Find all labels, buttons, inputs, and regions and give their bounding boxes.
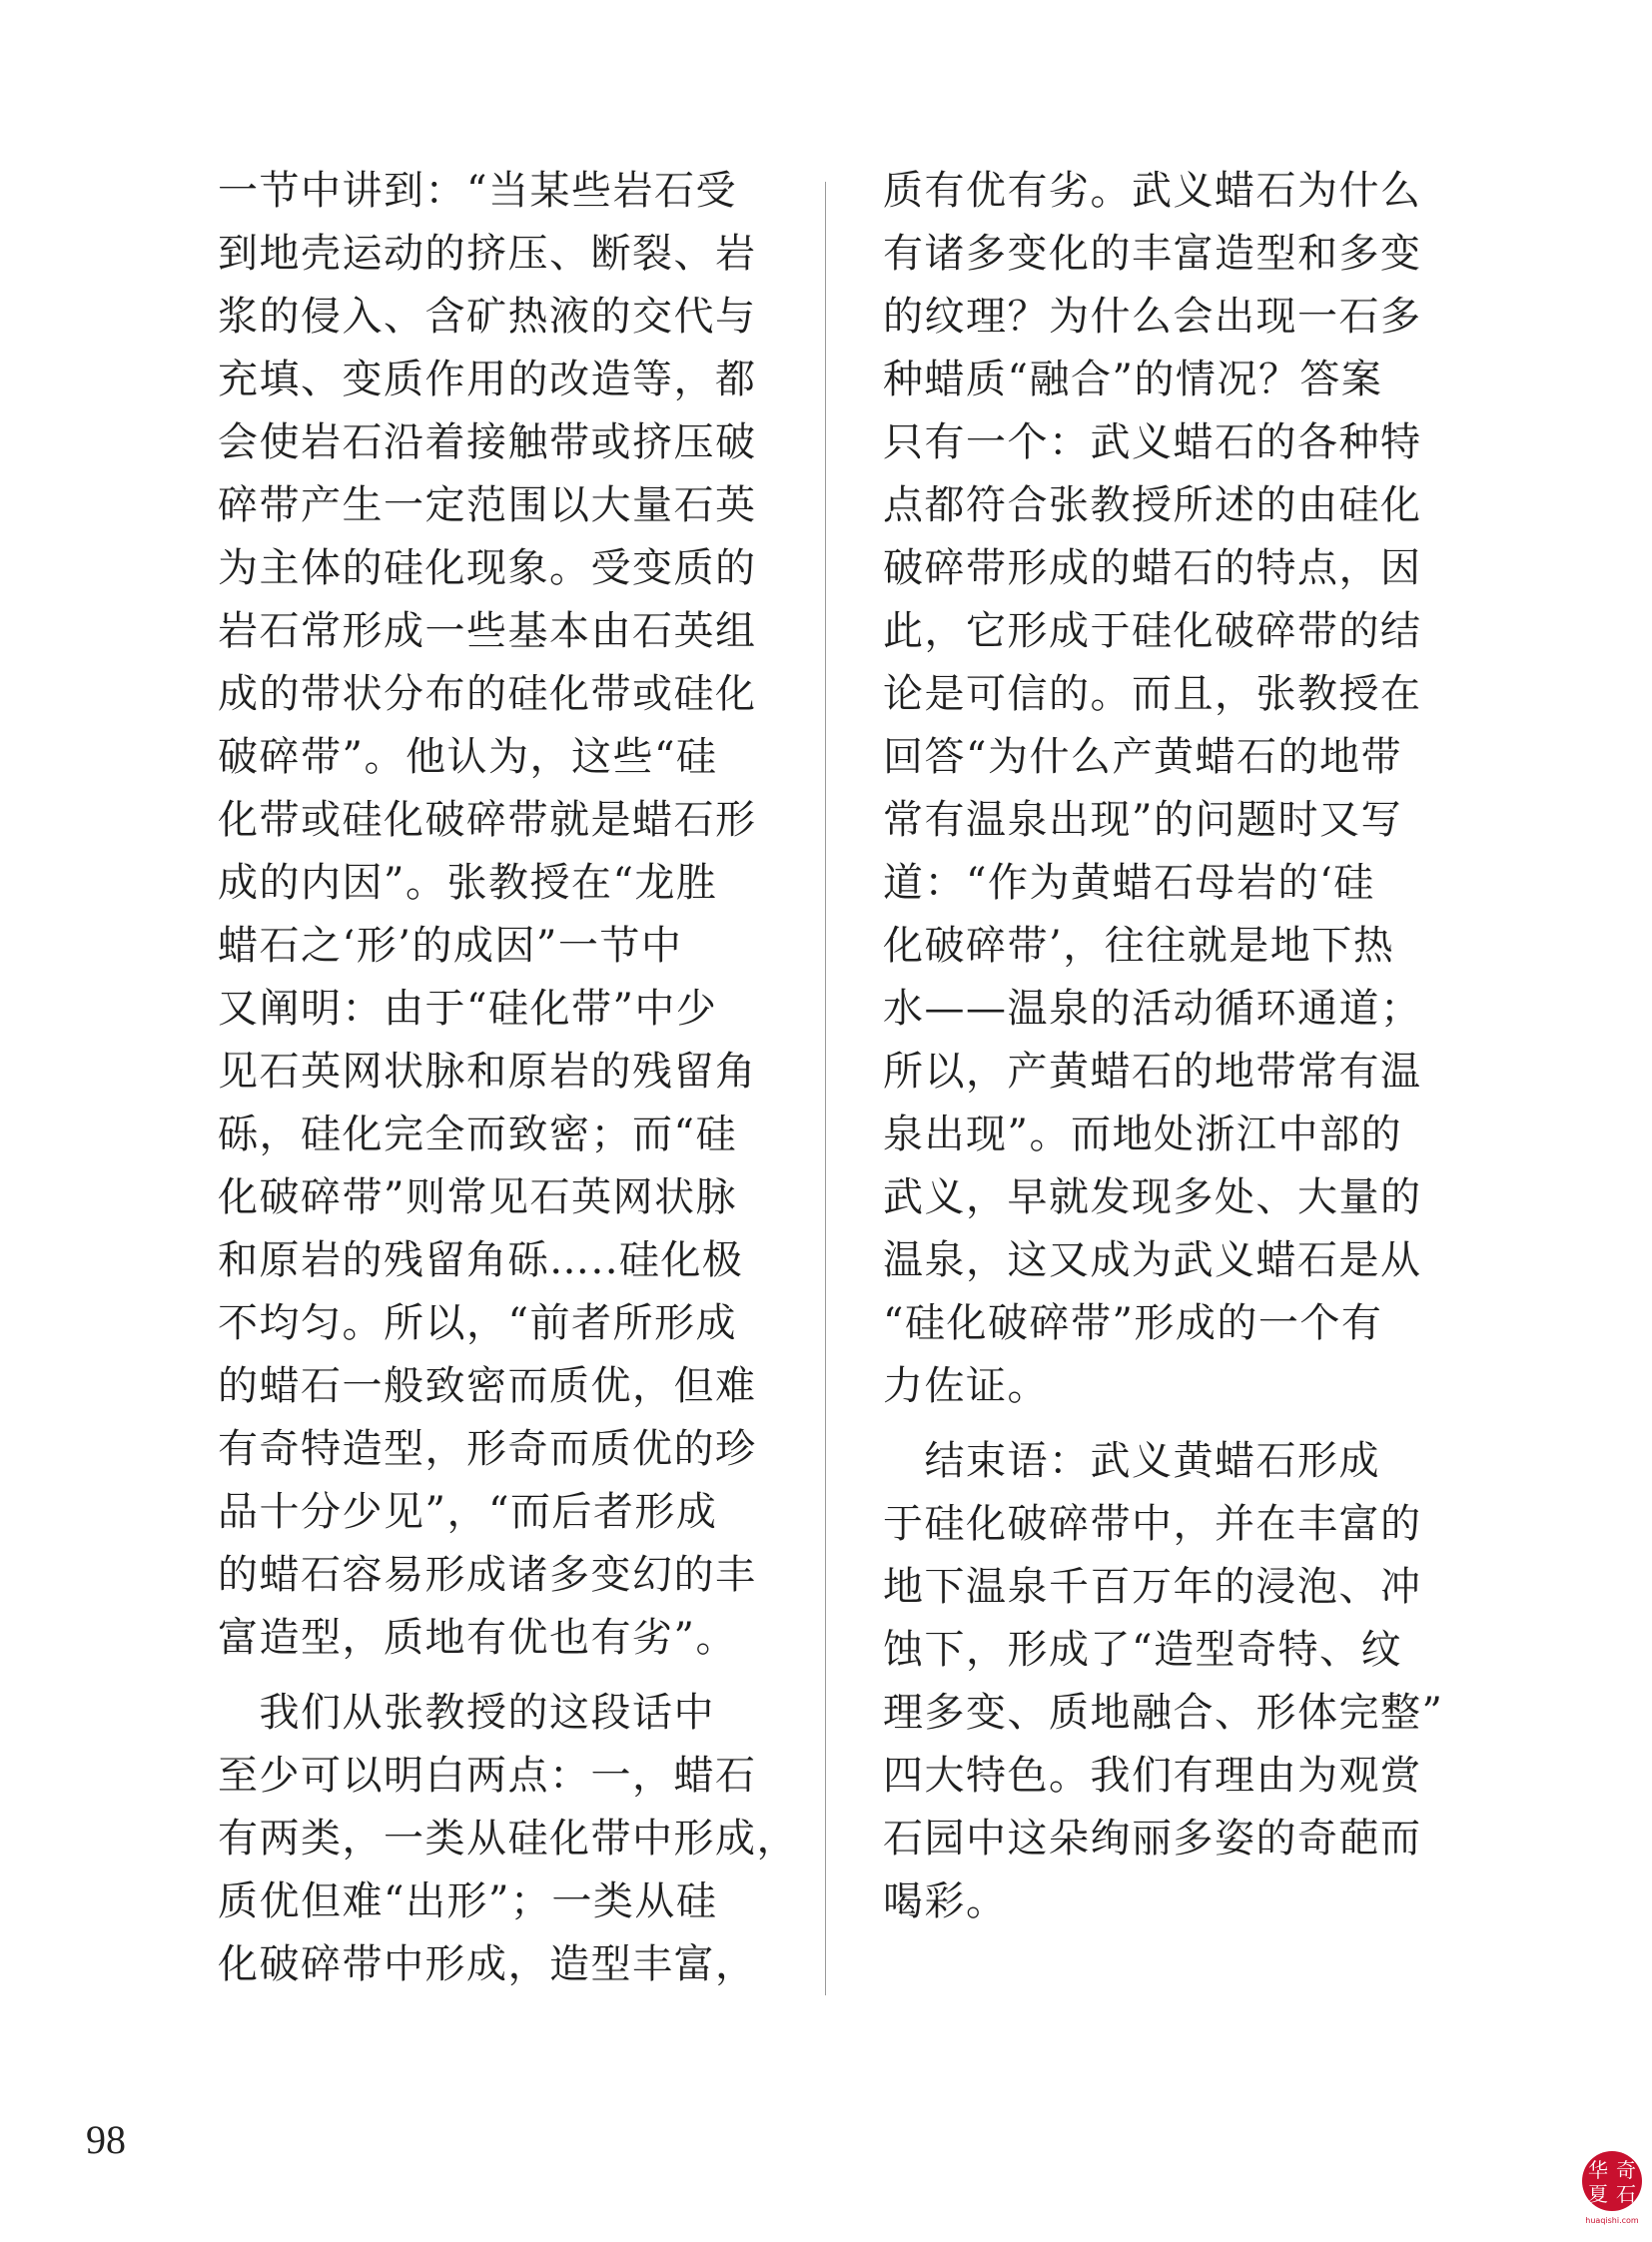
text-line: 有两类，一类从硅化带中形成， [218,1816,798,1862]
text-line: 破碎带”。他认为，这些“硅 [218,734,718,780]
text-line: 有奇特造型，形奇而质优的珍 [218,1426,757,1472]
right-paragraph-2 [883,1430,1444,1933]
text-line: 和原岩的残留角砾…..硅化极 [218,1237,744,1283]
text-line: 地下温泉千百万年的浸泡、冲 [883,1564,1422,1610]
text-line: 种蜡质“融合”的情况？答案 [883,357,1383,402]
text-line: 喝彩。 [883,1878,1008,1924]
right-paragraph-1 [883,160,1437,1418]
left-column [218,160,798,1996]
text-line: 成的带状分布的硅化带或硅化 [218,671,757,717]
text-line: 不均匀。所以，“前者所形成 [218,1300,737,1346]
text-line: 质优但难“出形”；一类从硅 [218,1878,718,1924]
text-line: 化带或硅化破碎带就是蜡石形 [218,797,757,843]
right-column [883,160,1444,1933]
text-line: 论是可信的。而且，张教授在 [883,671,1422,717]
text-line: 又阐明：由于“硅化带”中少 [218,986,718,1032]
text-line: 砾，硅化完全而致密；而“硅 [218,1112,737,1157]
text-line: 此，它形成于硅化破碎带的结 [883,608,1422,654]
text-line: 于硅化破碎带中，并在丰富的 [883,1501,1422,1547]
text-line: 富造型，质地有优也有劣”。 [218,1615,737,1661]
text-line: 会使岩石沿着接触带或挤压破 [218,419,757,465]
text-line: 为主体的硅化现象。受变质的 [218,545,757,591]
site-logo-icon [1578,2145,1646,2227]
text-line: 温泉，这又成为武义蜡石是从 [883,1237,1422,1283]
text-line: 四大特色。我们有理由为观赏 [883,1753,1422,1799]
text-line: 化破碎带中形成，造型丰富， [218,1941,757,1987]
page-number: 98 [86,2117,126,2162]
text-line: 理多变、质地融合、形体完整” [883,1690,1444,1736]
text-line: 的蜡石容易形成诸多变幻的丰 [218,1552,757,1598]
text-line: 有诸多变化的丰富造型和多变 [883,231,1422,277]
logo-char: 奇 [1616,2158,1636,2182]
text-line: 所以，产黄蜡石的地带常有温 [883,1049,1422,1095]
text-line: 我们从张教授的这段话中 [218,1690,715,1736]
text-line: 品十分少见”，“而后者形成 [218,1489,718,1535]
text-line: 武义，早就发现多处、大量的 [883,1174,1422,1220]
text-line: 充填、变质作用的改造等，都 [218,357,757,402]
logo-domain: huaqishi.com [1585,2216,1639,2225]
left-paragraph-2 [218,1682,798,1996]
text-line: 蜡石之‘形’的成因”一节中 [218,923,683,969]
column-divider [825,182,826,1995]
text-line: 结束语：武义黄蜡石形成 [883,1438,1380,1484]
text-line: 破碎带形成的蜡石的特点，因 [883,545,1422,591]
text-line: 成的内因”。张教授在“龙胜 [218,860,718,906]
text-line: 回答“为什么产黄蜡石的地带 [883,734,1402,780]
text-line: “硅化破碎带”形成的一个有 [883,1300,1383,1346]
text-line: 水——温泉的活动循环通道； [883,986,1422,1032]
text-line: 只有一个：武义蜡石的各种特 [883,419,1422,465]
text-line: 质有优有劣。武义蜡石为什么 [883,168,1422,214]
text-line: 化破碎带’，往往就是地下热 [883,923,1395,969]
text-line: 至少可以明白两点：一，蜡石 [218,1753,757,1799]
paragraph-gap [218,1670,772,1682]
text-line: 化破碎带”则常见石英网状脉 [218,1174,737,1220]
text-line: 蚀下，形成了“造型奇特、纹 [883,1627,1402,1673]
text-line: 见石英网状脉和原岩的残留角 [218,1049,757,1095]
text-line: 力佐证。 [883,1363,1049,1409]
text-line: 常有温泉出现”的问题时又写 [883,797,1402,843]
text-line: 的纹理？为什么会出现一石多 [883,294,1422,340]
text-line: 的蜡石一般致密而质优，但难 [218,1363,757,1409]
text-line: 点都符合张教授所述的由硅化 [883,482,1422,528]
text-line: 一节中讲到：“当某些岩石受 [218,168,737,214]
text-line: 到地壳运动的挤压、断裂、岩 [218,231,757,277]
logo-char: 华 [1588,2158,1608,2182]
text-line: 石园中这朵绚丽多姿的奇葩而 [883,1816,1422,1862]
text-line: 岩石常形成一些基本由石英组 [218,608,757,654]
text-line: 浆的侵入、含矿热液的交代与 [218,294,757,340]
left-paragraph-1 [218,160,772,1670]
logo-char: 夏 [1588,2182,1608,2206]
text-line: 道：“作为黄蜡石母岩的‘硅 [883,860,1375,906]
paragraph-gap [883,1418,1437,1430]
text-line: 泉出现”。而地处浙江中部的 [883,1112,1402,1157]
logo-char: 石 [1616,2182,1636,2206]
text-line: 碎带产生一定范围以大量石英 [218,482,757,528]
